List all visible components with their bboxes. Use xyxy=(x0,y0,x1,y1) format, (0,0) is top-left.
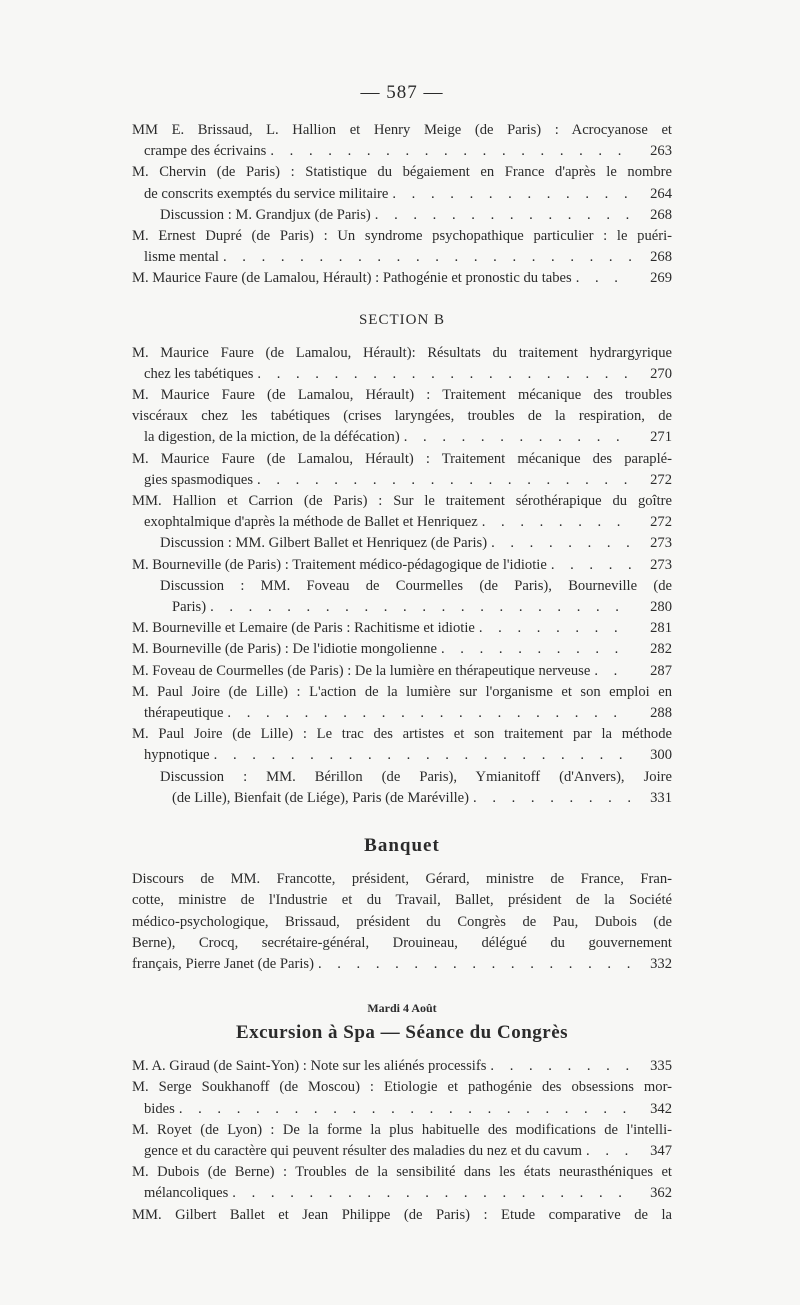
toc-entry xyxy=(132,555,672,576)
entry-line: M. Maurice Faure (de Lamalou, Hérault) : Traitement mécanique des paraplé- xyxy=(132,450,672,467)
entry-line: médico-psychologique, Brissaud, président du Congrès de Pau, Dubois (de xyxy=(132,913,672,930)
entry-line: M. Paul Joire (de Lille) : Le trac des artistes et son traitement par la méthode xyxy=(132,726,672,743)
page-ref: 335 xyxy=(650,1058,672,1075)
entry-last-line: de conscrits exemptés du service militaire xyxy=(144,185,389,202)
discussion-entry xyxy=(132,576,672,618)
toc-entry xyxy=(132,1120,672,1162)
dot-leader xyxy=(210,597,632,618)
entry-last-line: M. Maurice Faure (de Lamalou, Hérault) : Pathogénie et pronostic du tabes xyxy=(132,270,572,287)
toc-entry xyxy=(132,618,672,639)
page-ref: 271 xyxy=(650,429,672,446)
toc-entry xyxy=(132,449,672,491)
page-ref: 332 xyxy=(650,955,672,972)
dot-leader xyxy=(490,1056,632,1077)
dot-leader xyxy=(482,512,632,533)
entry-last-line: lisme mental xyxy=(144,249,219,266)
entry-line: MM. Gilbert Ballet et Jean Philippe (de Paris) : Etude comparative de la xyxy=(132,1206,672,1223)
dot-leader xyxy=(223,247,632,268)
entry-last-line: M. Bourneville et Lemaire (de Paris : Rachitisme et idiotie xyxy=(132,620,475,637)
entry-last-line: gence et du caractère qui peuvent résulter des maladies du nez et du cavum xyxy=(144,1142,583,1159)
entry-line: M. Ernest Dupré (de Paris) : Un syndrome psychopathique particulier : le puéri- xyxy=(132,228,672,245)
entries-block-3 xyxy=(132,1056,672,1204)
entry-last-line: M. Foveau de Courmelles (de Paris) : De la lumière en thérapeutique nerveuse xyxy=(132,662,591,679)
toc-entry xyxy=(132,661,672,682)
dot-leader xyxy=(594,661,632,682)
toc-entry xyxy=(132,1162,672,1204)
entry-line: M. Maurice Faure (de Lamalou, Hérault): Résultats du traitement hydrargyrique xyxy=(132,344,672,361)
entries-block-1 xyxy=(132,120,672,290)
dot-leader xyxy=(375,205,632,226)
entry-line: viscéraux chez les tabétiques (crises laryngées, troubles de la respiration, de xyxy=(132,408,672,425)
dot-leader xyxy=(232,1183,632,1204)
entry-last-line: M. Bourneville (de Paris) : De l'idiotie mongolienne xyxy=(132,641,437,658)
toc-entry xyxy=(132,639,672,660)
date-heading: Mardi 4 Août xyxy=(367,1001,437,1016)
page-ref: 273 xyxy=(650,535,672,552)
page-ref: 272 xyxy=(650,471,672,488)
page-ref: 300 xyxy=(650,747,672,764)
entry-last-line: français, Pierre Janet (de Paris) xyxy=(132,955,314,972)
entry-line: M. Serge Soukhanoff (de Moscou) : Etiologie et pathogénie des obsessions mor- xyxy=(132,1079,672,1096)
dot-leader xyxy=(179,1099,632,1120)
dot-leader xyxy=(404,427,632,448)
entry-last-line: Discussion : M. Grandjux (de Paris) xyxy=(160,206,371,223)
page-ref: 263 xyxy=(650,143,672,160)
entry-last-line: thérapeutique xyxy=(144,705,224,722)
toc-entry xyxy=(132,1077,672,1119)
entry-line: M. Paul Joire (de Lille) : L'action de la lumière sur l'organisme et son emploi en xyxy=(132,683,672,700)
page-ref: 288 xyxy=(650,705,672,722)
entry-line: Discours de MM. Francotte, président, Gérard, ministre de France, Fran- xyxy=(132,871,672,888)
page-ref: 347 xyxy=(650,1142,672,1159)
tail-entry xyxy=(132,1205,672,1226)
discussion-entry xyxy=(132,205,672,226)
entry-line: cotte, ministre de l'Industrie et du Travail, Ballet, président de la Société xyxy=(132,892,672,909)
toc-entry xyxy=(132,120,672,162)
toc-entry xyxy=(132,268,672,289)
discussion-entry xyxy=(132,533,672,554)
page-ref: 268 xyxy=(650,206,672,223)
page-ref: 342 xyxy=(650,1100,672,1117)
entry-last-line: M. Bourneville (de Paris) : Traitement médico-pédagogique de l'idiotie xyxy=(132,556,547,573)
page-ref: 282 xyxy=(650,641,672,658)
entry-last-line: M. A. Giraud (de Saint-Yon) : Note sur les aliénés processifs xyxy=(132,1058,487,1075)
entry-last-line: Discussion : MM. Gilbert Ballet et Henriquez (de Paris) xyxy=(160,535,488,552)
discussion-entry xyxy=(132,767,672,809)
dot-leader xyxy=(318,954,632,975)
entry-line: Discussion : MM. Foveau de Courmelles (de Paris), Bourneville (de xyxy=(160,577,672,594)
dot-leader xyxy=(576,268,632,289)
toc-entry xyxy=(132,491,672,533)
page-ref: 269 xyxy=(650,270,672,287)
dot-leader xyxy=(586,1141,632,1162)
toc-entry xyxy=(132,1056,672,1077)
dot-leader xyxy=(214,745,632,766)
entry-line: M. Dubois (de Berne) : Troubles de la sensibilité dans les états neurasthéniques et xyxy=(132,1164,672,1181)
entry-last-line: mélancoliques xyxy=(144,1185,229,1202)
page-ref: 272 xyxy=(650,514,672,531)
entry-line: M. Royet (de Lyon) : De la forme la plus habituelle des modifications de l'intelli- xyxy=(132,1121,672,1138)
dot-leader xyxy=(392,184,632,205)
entry-last-line: (de Lille), Bienfait (de Liége), Paris (de Maréville) xyxy=(172,789,470,806)
toc-entry xyxy=(132,682,672,724)
page-ref: 264 xyxy=(650,185,672,202)
dot-leader xyxy=(551,555,632,576)
dot-leader xyxy=(479,618,632,639)
page-ref: 281 xyxy=(650,620,672,637)
entry-last-line: la digestion, de la miction, de la défécation) xyxy=(144,429,400,446)
banquet-heading: Banquet xyxy=(364,835,440,857)
page-ref: 280 xyxy=(650,599,672,616)
banquet-paragraph xyxy=(132,869,672,975)
entry-line: Discussion : MM. Bérillon (de Paris), Ymianitoff (d'Anvers), Joire xyxy=(160,768,672,785)
entry-last-line: chez les tabétiques xyxy=(144,365,254,382)
page-ref: 270 xyxy=(650,365,672,382)
entry-line: MM. Hallion et Carrion (de Paris) : Sur le traitement sérothérapique du goître xyxy=(132,493,672,510)
dot-leader xyxy=(257,470,632,491)
page-number: — 587 — xyxy=(360,82,444,103)
page-ref: 287 xyxy=(650,662,672,679)
toc-entry xyxy=(132,343,672,385)
page-ref: 331 xyxy=(650,789,672,806)
dot-leader xyxy=(473,788,632,809)
toc-entry xyxy=(132,226,672,268)
dot-leader xyxy=(491,533,632,554)
excursion-heading: Excursion à Spa — Séance du Congrès xyxy=(235,1022,569,1044)
toc-entry xyxy=(132,724,672,766)
dot-leader xyxy=(257,364,632,385)
entry-line: M. Maurice Faure (de Lamalou, Hérault) : Traitement mécanique des troubles xyxy=(132,387,672,404)
toc-entry xyxy=(132,385,672,449)
entry-last-line: gies spasmodiques xyxy=(144,471,254,488)
dot-leader xyxy=(270,141,632,162)
entry-line: Berne), Crocq, secrétaire-général, Drouineau, délégué du gouvernement xyxy=(132,934,672,951)
entry-last-line: bides xyxy=(144,1100,175,1117)
entry-line: M. Chervin (de Paris) : Statistique du bégaiement en France d'après le nombre xyxy=(132,164,672,181)
entry-last-line: Paris) xyxy=(172,599,207,616)
dot-leader xyxy=(441,639,632,660)
entry-line: MM E. Brissaud, L. Hallion et Henry Meige (de Paris) : Acrocyanose et xyxy=(132,122,672,138)
entry-last-line: exophtalmique d'après la méthode de Ballet et Henriquez xyxy=(144,514,478,531)
toc-entry xyxy=(132,869,672,975)
page-ref: 362 xyxy=(650,1185,672,1202)
page-ref: 273 xyxy=(650,556,672,573)
entry-last-line: crampe des écrivains xyxy=(144,143,267,160)
page-ref: 268 xyxy=(650,249,672,266)
entry-last-line: hypnotique xyxy=(144,747,210,764)
toc-entry xyxy=(132,162,672,204)
dot-leader xyxy=(227,703,632,724)
entries-block-2 xyxy=(132,343,672,809)
section-b-heading: SECTION B xyxy=(358,311,446,328)
